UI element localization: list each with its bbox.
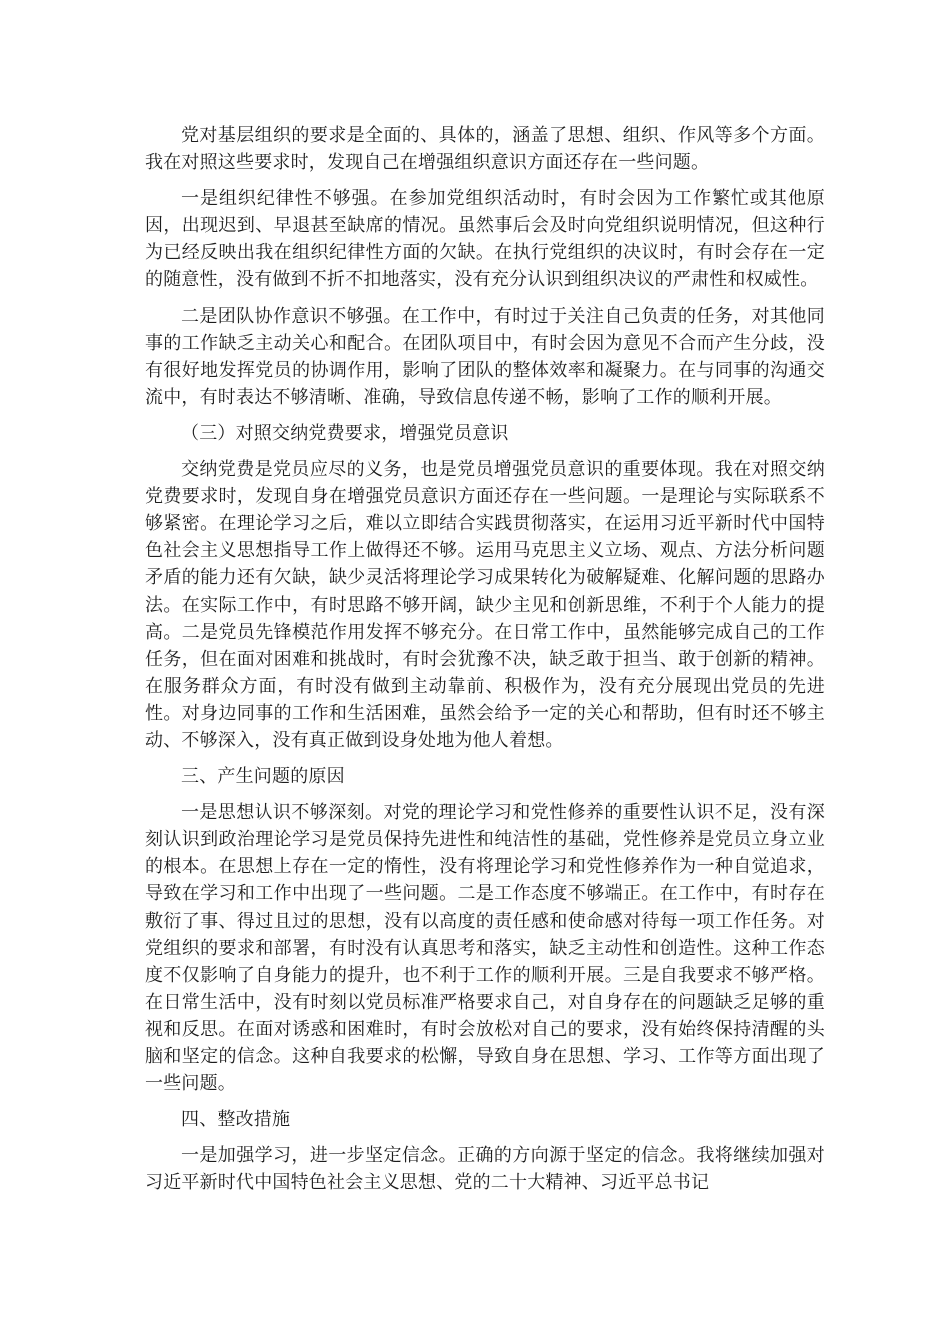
- document-page: [145, 122, 825, 1205]
- paragraph-rectification-study: 一是加强学习，进一步坚定信念。正确的方向源于坚定的信念。我将继续加强对习近平新时代中国特色社会主义思想、党的二十大精神、习近平总书记: [145, 1145, 825, 1194]
- section-heading-causes: 三、产生问题的原因: [181, 766, 345, 788]
- section-heading-rectification: 四、整改措施: [181, 1109, 291, 1131]
- paragraph-org-discipline: 一是组织纪律性不够强。在参加党组织活动时，有时会因为工作繁忙或其他原因，出现迟到、早退甚至缺席的情况。虽然事后会及时向党组织说明情况，但这种行为已经反映出我在组织纪律性方面的欠缺。在执行党组织的决议时，有时会存在一定的随意性，没有做到不折不扣地落实，没有充分认识到组织决议的严肃性和权威性。: [145, 188, 825, 291]
- paragraph-org-requirements-intro: 党对基层组织的要求是全面的、具体的，涵盖了思想、组织、作风等多个方面。我在对照这些要求时，发现自己在增强组织意识方面还存在一些问题。: [145, 125, 825, 174]
- paragraph-causes: 一是思想认识不够深刻。对党的理论学习和党性修养的重要性认识不足，没有深刻认识到政治理论学习是党员保持先进性和纯洁性的基础，党性修养是党员立身立业的根本。在思想上存在一定的惰性，没有将理论学习和党性修养作为一种自觉追求，导致在学习和工作中出现了一些问题。二是工作态度不够端正。在工作中，有时存在敷衍了事、得过且过的思想，没有以高度的责任感和使命感对待每一项工作任务。对党组织的要求和部署，有时没有认真思考和落实，缺乏主动性和创造性。这种工作态度不仅影响了自身能力的提升，也不利于工作的顺利开展。三是自我要求不够严格。在日常生活中，没有时刻以党员标准严格要求自己，对自身存在的问题缺乏足够的重视和反思。在面对诱惑和困难时，有时会放松对自己的要求，没有始终保持清醒的头脑和坚定的信念。这种自我要求的松懈，导致自身在思想、学习、工作等方面出现了一些问题。: [145, 802, 825, 1095]
- paragraph-party-dues: 交纳党费是党员应尽的义务，也是党员增强党员意识的重要体现。我在对照交纳党费要求时，发现自身在增强党员意识方面还存在一些问题。一是理论与实际联系不够紧密。在理论学习之后，难以立即结合实践贯彻落实，在运用习近平新时代中国特色社会主义思想指导工作上做得还不够。运用马克思主义立场、观点、方法分析问题矛盾的能力还有欠缺，缺少灵活将理论学习成果转化为破解疑难、化解问题的思路办法。在实际工作中，有时思路不够开阔，缺少主见和创新思维，不利于个人能力的提高。二是党员先锋模范作用发挥不够充分。在日常工作中，虽然能够完成自己的工作任务，但在面对困难和挑战时，有时会犹豫不决，缺乏敢于担当、敢于创新的精神。在服务群众方面，有时没有做到主动靠前、积极作为，没有充分展现出党员的先进性。对身边同事的工作和生活困难，虽然会给予一定的关心和帮助，但有时还不够主动、不够深入，没有真正做到设身处地为他人着想。: [145, 459, 825, 751]
- section-heading-party-dues: （三）对照交纳党费要求，增强党员意识: [181, 422, 509, 444]
- paragraph-teamwork: 二是团队协作意识不够强。在工作中，有时过于关注自己负责的任务，对其他同事的工作缺乏主动关心和配合。在团队项目中，有时会因为意见不合而产生分歧，没有很好地发挥党员的协调作用，影响了团队的整体效率和凝聚力。在与同事的沟通交流中，有时表达不够清晰、准确，导致信息传递不畅，影响了工作的顺利开展。: [145, 305, 825, 408]
